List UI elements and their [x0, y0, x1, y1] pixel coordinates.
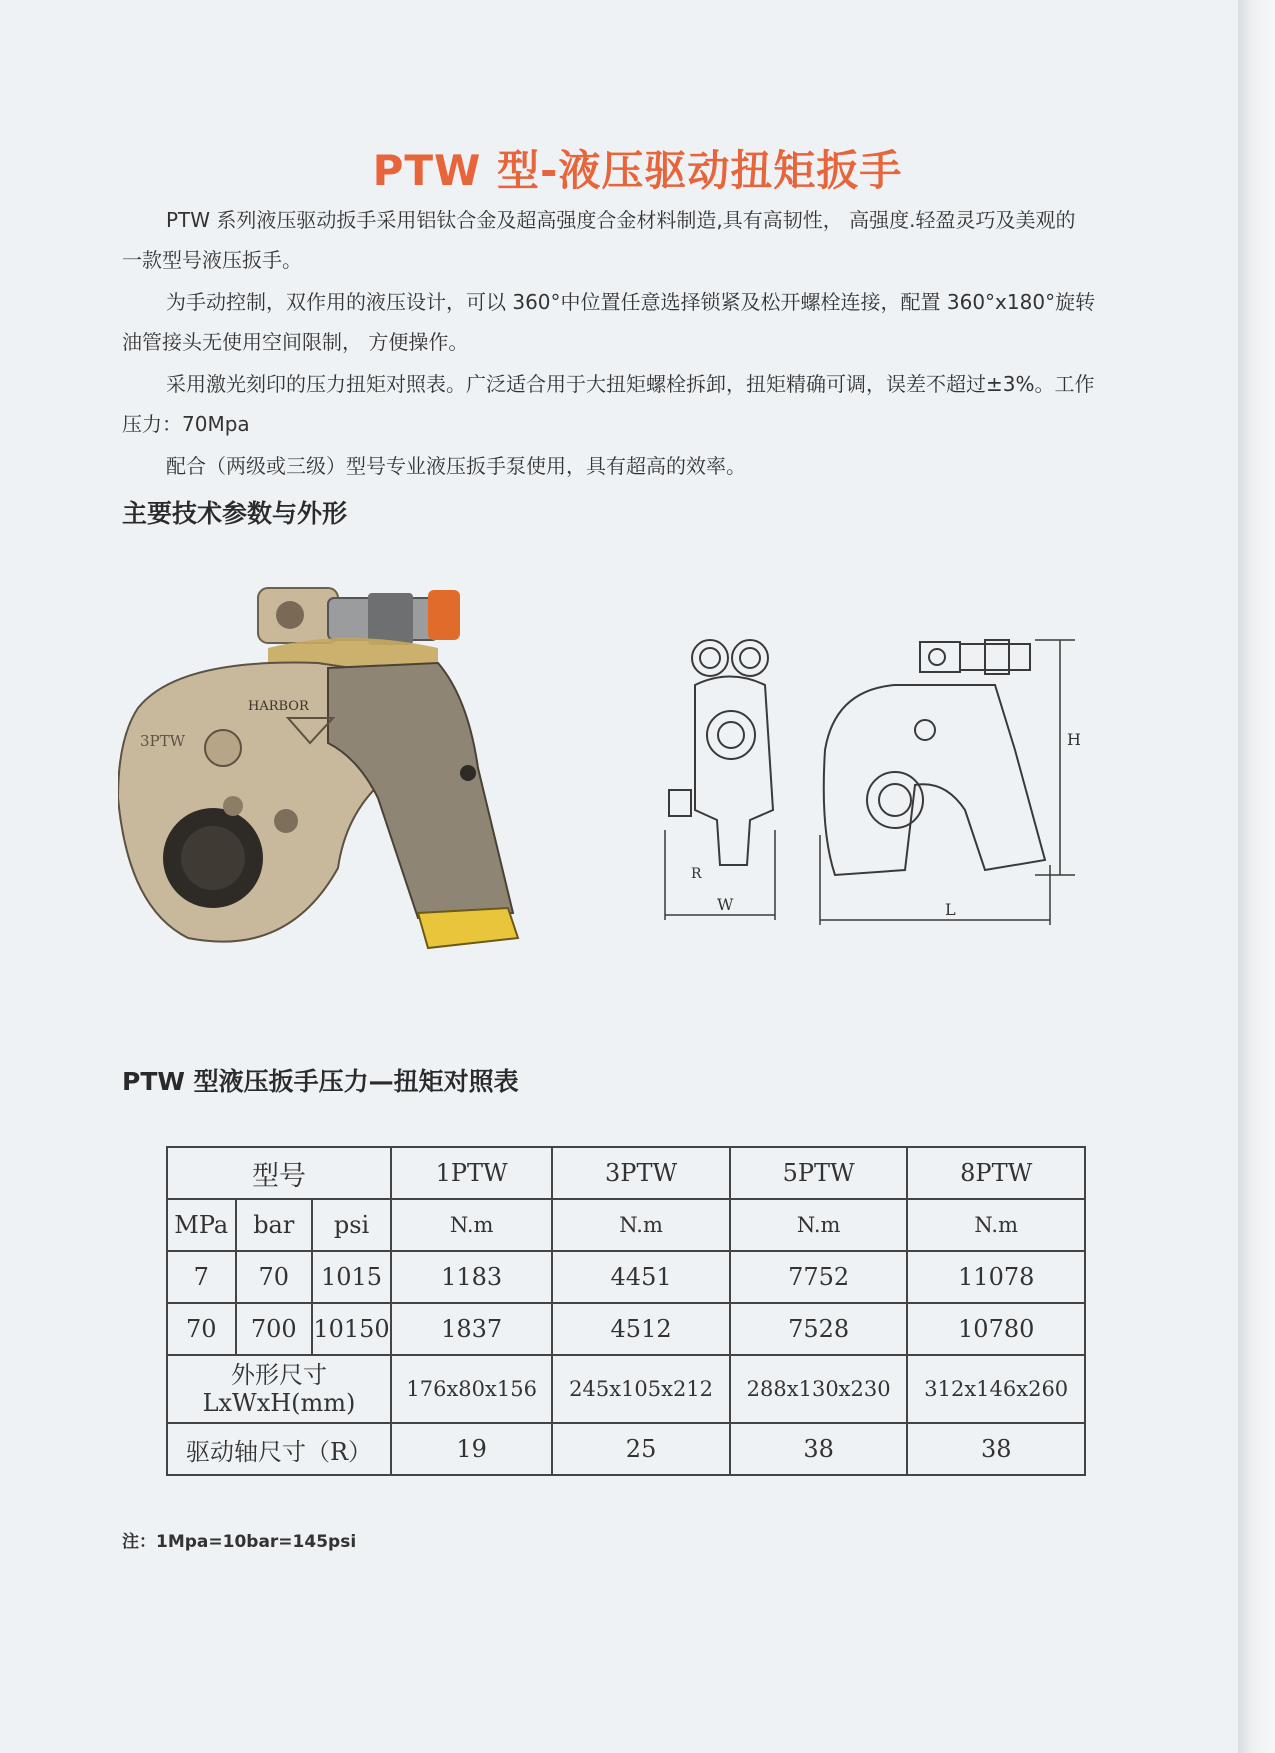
unit-note: 注：1Mpa=10bar=145psi: [122, 1532, 357, 1552]
paragraph-3-line-2: 压力：70Mpa: [122, 412, 250, 436]
dimension-label-line-1: 外形尺寸: [231, 1361, 327, 1389]
section-title-table: PTW 型液压扳手压力—扭矩对照表: [122, 1067, 519, 1096]
paragraph-4: [122, 446, 1162, 486]
row-mpa: 7: [167, 1251, 236, 1303]
torque-value: 10780: [907, 1303, 1085, 1355]
unit-bar: bar: [236, 1199, 313, 1251]
dimension-value: 176x80x156: [391, 1355, 552, 1423]
dimension-label-line-2: LxWxH(mm): [202, 1389, 356, 1417]
wrench-photo: [118, 568, 568, 978]
table-row: [167, 1251, 1085, 1303]
torque-value: 4451: [552, 1251, 730, 1303]
torque-unit: N.m: [730, 1199, 908, 1251]
table-row: [167, 1423, 1085, 1475]
photo-model-label: 3PTW: [140, 732, 186, 750]
torque-value: 1183: [391, 1251, 552, 1303]
row-psi: 1015: [312, 1251, 391, 1303]
drawing-label-l: L: [945, 900, 956, 919]
model-8ptw: 8PTW: [907, 1147, 1085, 1199]
dimension-value: 288x130x230: [730, 1355, 908, 1423]
drive-value: 19: [391, 1423, 552, 1475]
page-title: PTW 型-液压驱动扭矩扳手: [372, 146, 903, 195]
drawing-label-w: W: [717, 895, 734, 914]
photo-brand-label: HARBOR: [248, 699, 309, 714]
table-row: [167, 1199, 1085, 1251]
row-psi: 10150: [312, 1303, 391, 1355]
drawing-label-h: H: [1067, 730, 1081, 749]
torque-value: 1837: [391, 1303, 552, 1355]
dimension-value: 312x146x260: [907, 1355, 1085, 1423]
drive-value: 38: [907, 1423, 1085, 1475]
drawing-label-r: R: [691, 866, 702, 882]
paragraph-3: [122, 364, 1162, 444]
paragraph-2-line-2: 油管接头无使用空间限制， 方便操作。: [122, 330, 469, 354]
dimension-value: 245x105x212: [552, 1355, 730, 1423]
row-bar: 700: [236, 1303, 313, 1355]
paragraph-1: [122, 200, 1162, 280]
drive-label: 驱动轴尺寸（R）: [167, 1423, 391, 1475]
paragraph-1-line-2: 一款型号液压扳手。: [122, 248, 302, 272]
torque-table: [166, 1146, 1086, 1476]
paragraph-1-line-1: PTW 系列液压驱动扳手采用铝钛合金及超高强度合金材料制造,具有高韧性， 高强度.轻盈灵巧及美观的: [166, 208, 1076, 232]
table-row: [167, 1303, 1085, 1355]
table-row: [167, 1355, 1085, 1423]
torque-value: 7752: [730, 1251, 908, 1303]
paragraph-3-line-1: 采用激光刻印的压力扭矩对照表。广泛适合用于大扭矩螺栓拆卸，扭矩精确可调，误差不超过±3%。工作: [166, 372, 1095, 396]
paragraph-2-line-1: 为手动控制，双作用的液压设计，可以 360°中位置任意选择锁紧及松开螺栓连接，配置 360°x180°旋转: [166, 290, 1096, 314]
torque-unit: N.m: [552, 1199, 730, 1251]
paragraph-4-line-1: 配合（两级或三级）型号专业液压扳手泵使用，具有超高的效率。: [166, 454, 746, 478]
model-5ptw: 5PTW: [730, 1147, 908, 1199]
torque-value: 11078: [907, 1251, 1085, 1303]
section-title-specs: 主要技术参数与外形: [122, 499, 348, 528]
model-3ptw: 3PTW: [552, 1147, 730, 1199]
drive-value: 25: [552, 1423, 730, 1475]
page-edge: [1238, 0, 1275, 1753]
row-mpa: 70: [167, 1303, 236, 1355]
drive-value: 38: [730, 1423, 908, 1475]
row-bar: 70: [236, 1251, 313, 1303]
dimension-drawing: [655, 630, 1105, 930]
paragraph-2: [122, 282, 1162, 362]
torque-unit: N.m: [391, 1199, 552, 1251]
torque-unit: N.m: [907, 1199, 1085, 1251]
unit-psi: psi: [312, 1199, 391, 1251]
torque-value: 4512: [552, 1303, 730, 1355]
model-header: 型号: [167, 1147, 391, 1199]
model-1ptw: 1PTW: [391, 1147, 552, 1199]
table-row: [167, 1147, 1085, 1199]
unit-mpa: MPa: [167, 1199, 236, 1251]
dimension-label: [167, 1355, 391, 1423]
torque-value: 7528: [730, 1303, 908, 1355]
